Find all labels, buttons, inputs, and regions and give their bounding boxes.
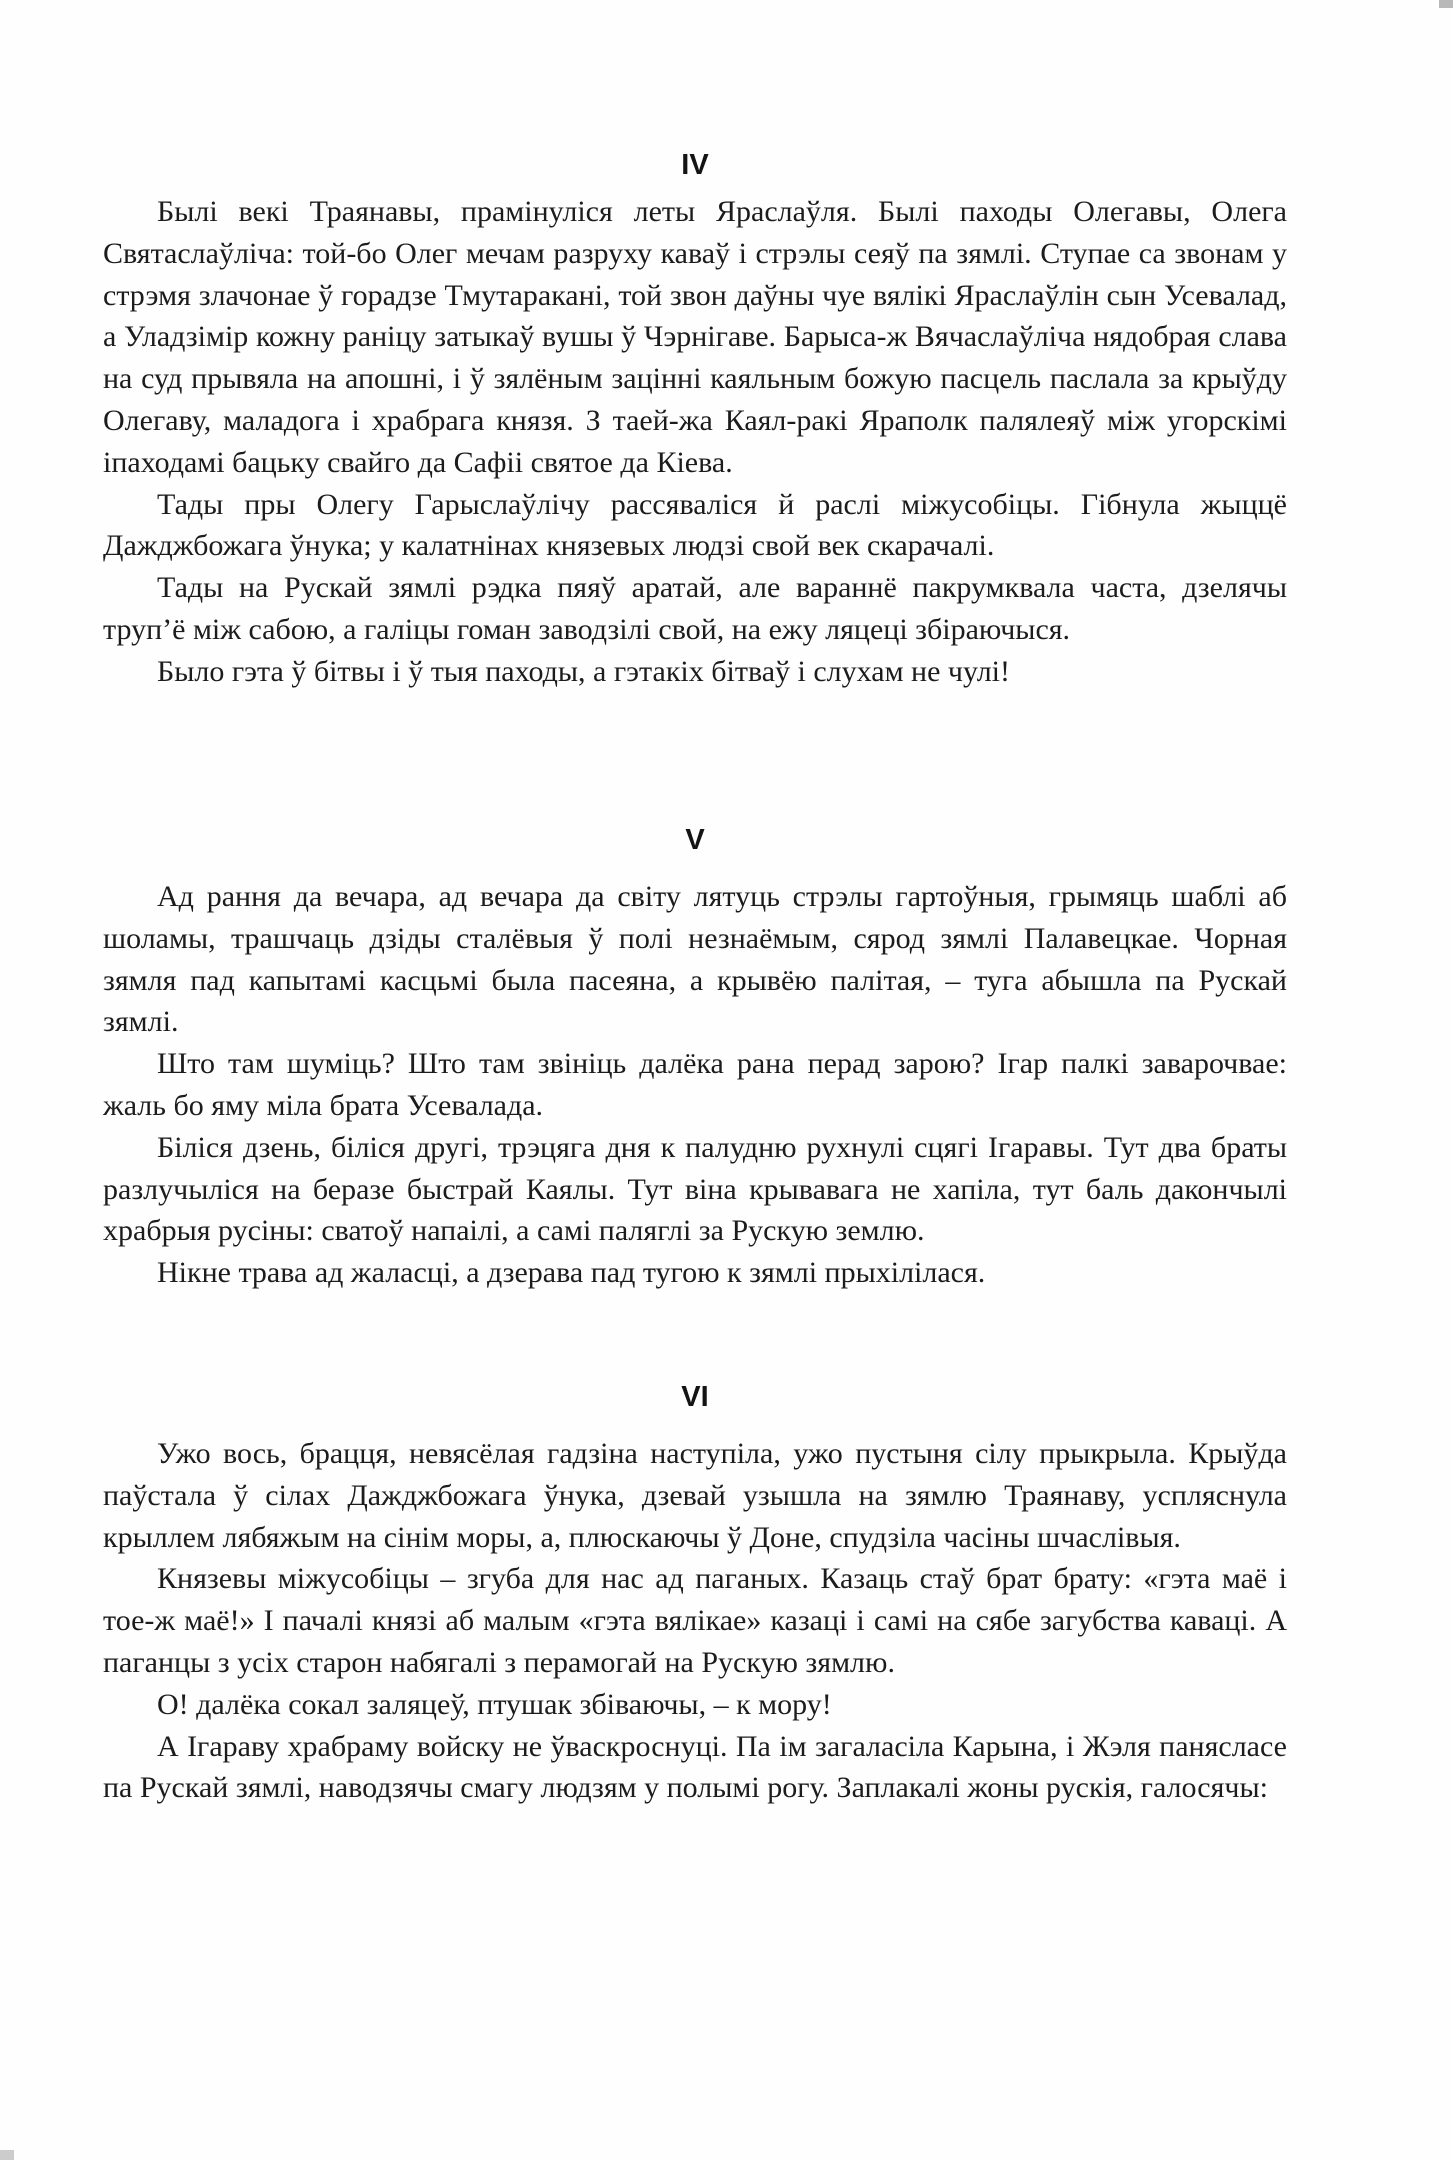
section-iv: [103, 191, 1287, 693]
section-v: [103, 876, 1287, 1294]
paragraph: Што там шуміць? Што там звініць далёка рана перад зарою? Ігар палкі заварочвае: жаль бо яму міла брата Усевалада.: [103, 1047, 1287, 1122]
paragraph: Тады пры Олегу Гарыслаўлічу рассяваліся й раслі міжусобіцы. Гібнула жыццё Дажджбожага ўнука; у калатнінах князевых людзі свой век скарачалі.: [103, 487, 1287, 563]
scan-artifact: [0, 2150, 14, 2160]
paragraph: Тады на Рускай зямлі рэдка пяяў аратай, але вараннё пакрумквала часта, дзелячы труп’ё між сабою, а галіцы гоман заводзілі свой, на ежу ляцеці збіраючыся.: [103, 571, 1287, 646]
section-heading-v: V: [685, 824, 705, 856]
paragraph: А Ігараву храбраму войску не ўваскроснуці. Па ім загаласіла Карына, і Жэля панясласе па Рускай зямлі, наводзячы смагу людзям у полымі рогу. Заплакалі жоны рускія, галосячы:: [103, 1729, 1287, 1805]
paragraph: Нікне трава ад жаласці, а дзерава пад тугою к зямлі прыхілілася.: [157, 1256, 986, 1290]
paragraph: Біліся дзень, біліся другі, трэцяга дня к палудню рухнулі сцягі Ігаравы. Тут два браты разлучыліся на беразе быстрай Каялы. Тут віна крывавага не хапіла, тут баль дакончылі храбрыя русіны: сватоў напаілі, а самі паляглі за Рускую землю.: [103, 1130, 1287, 1248]
section-heading-iv: IV: [681, 149, 709, 181]
section-heading-vi: VI: [681, 1381, 709, 1413]
paragraph: О! далёка сокал заляцеў, птушак збіваючы, – к мору!: [157, 1687, 832, 1721]
paragraph: Былі векі Траянавы, прамінуліся леты Яраслаўля. Былі паходы Олегавы, Олега Святаслаўліча: той-бо Олег мечам разруху каваў і стрэлы сеяў па зямлі. Ступае са звонам у стрэмя злачонае ў горадзе Тмутаракані, той звон даўны чуе вялікі Яраслаўлін сын Усевалад, а Уладзімір кожну раніцу затыкаў вушы ў Чэрнігаве. Барыса-ж Вячаслаўліча нядобрая слава на суд прывяла на апошні, і ў зялёным зацінні каяльным божую пасцель паслала за крыўду Олегаву, маладога і храбрага князя. З таей-жа Каял-ракі Яраполк палялеяў між угорскімі іпаходамі бацьку свайго да Сафіі святое да Кіева.: [103, 195, 1287, 479]
paragraph: Ад рання да вечара, ад вечара да світу лятуць стрэлы гартоўныя, грымяць шаблі аб шоламы, трашчаць дзіды сталёвыя ў полі незнаёмым, сярод зямлі Палавецкае. Чорная зямля пад капытамі касцьмі была пасеяна, а крывёю палітая, – туга абышла па Рускай зямлі.: [103, 880, 1287, 1039]
paragraph: Князевы міжусобіцы – згуба для нас ад паганых. Казаць стаў брат брату: «гэта маё і тое-ж маё!» І пачалі князі аб малым «гэта вялікае» казаці і самі на сябе загубства каваці. А паганцы з усіх старон набягалі з перамогай на Рускую зямлю.: [103, 1562, 1287, 1679]
paragraph: Было гэта ў бітвы і ў тыя паходы, а гэтакіх бітваў і слухам не чулі!: [157, 654, 1010, 688]
paragraph: Ужо вось, брацця, невясёлая гадзіна наступіла, ужо пустыня сілу прыкрыла. Крыўда паўстала ў сілах Дажджбожага ўнука, дзевай узышла на зямлю Траянаву, успляснула крыллем лябяжым на сінім моры, а, плюскаючы ў Доне, спудзіла часіны шчаслівыя.: [103, 1437, 1287, 1554]
scan-artifact: [1439, 0, 1453, 8]
section-vi: [103, 1433, 1287, 1809]
